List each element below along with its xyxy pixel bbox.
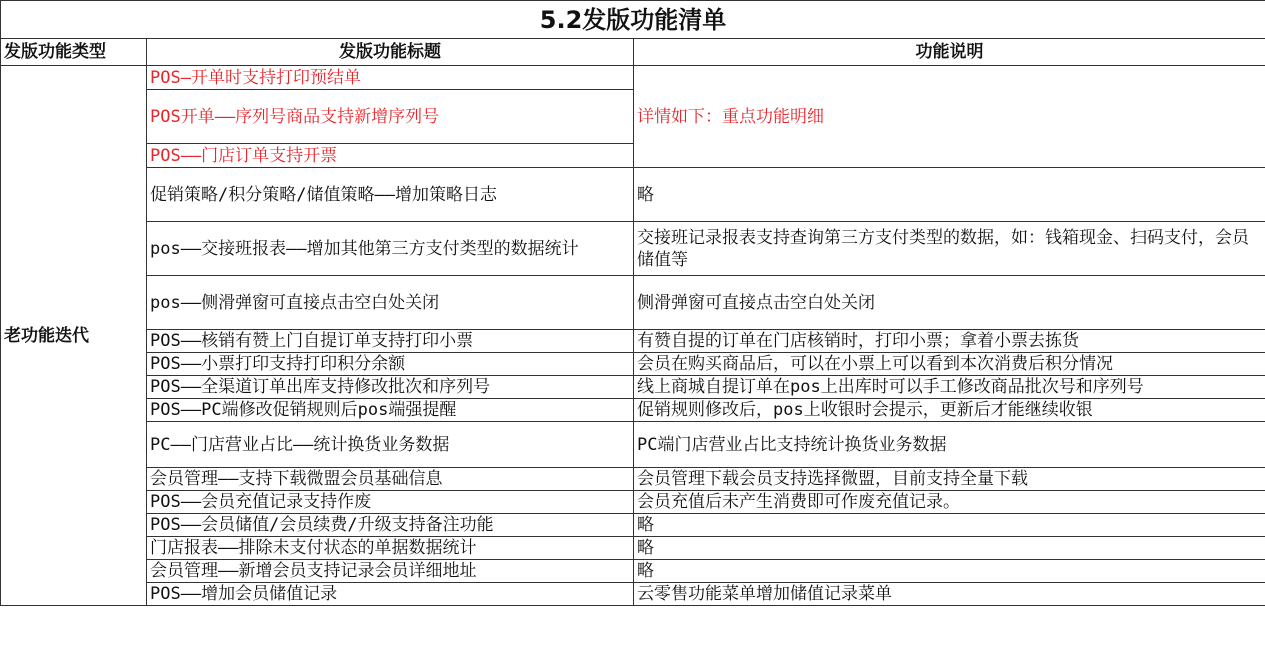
feature-cell: pos——交接班报表——增加其他第三方支付类型的数据统计 xyxy=(147,222,634,276)
category-cell: 老功能迭代 xyxy=(1,66,147,606)
feature-cell: POS——全渠道订单出库支持修改批次和序列号 xyxy=(147,376,634,399)
description-cell: 线上商城自提订单在pos上出库时可以手工修改商品批次号和序列号 xyxy=(634,376,1265,399)
table-row xyxy=(1,376,1265,399)
table-row xyxy=(1,491,1265,514)
description-cell: 会员在购买商品后，可以在小票上可以看到本次消费后积分情况 xyxy=(634,353,1265,376)
description-cell: 交接班记录报表支持查询第三方支付类型的数据，如：钱箱现金、扫码支付，会员储值等 xyxy=(634,222,1265,276)
description-cell: 略 xyxy=(634,514,1265,537)
table-row xyxy=(1,353,1265,376)
description-cell: 略 xyxy=(634,168,1265,222)
description-cell: 会员充值后未产生消费即可作废充值记录。 xyxy=(634,491,1265,514)
table-row xyxy=(1,330,1265,353)
feature-cell: 门店报表——排除未支付状态的单据数据统计 xyxy=(147,537,634,560)
description-cell: 会员管理下载会员支持选择微盟，目前支持全量下载 xyxy=(634,468,1265,491)
table-row xyxy=(1,276,1265,330)
table-row xyxy=(1,583,1265,606)
column-header-feature: 发版功能标题 xyxy=(147,39,634,66)
description-cell: 侧滑弹窗可直接点击空白处关闭 xyxy=(634,276,1265,330)
table-row xyxy=(1,514,1265,537)
description-cell: 云零售功能菜单增加储值记录菜单 xyxy=(634,583,1265,606)
column-header-description: 功能说明 xyxy=(634,39,1265,66)
table-row xyxy=(1,422,1265,468)
merged-description-cell: 详情如下：重点功能明细 xyxy=(634,66,1265,168)
feature-cell: POS——小票打印支持打印积分余额 xyxy=(147,353,634,376)
table-title: 5.2发版功能清单 xyxy=(1,1,1265,39)
table-row xyxy=(1,468,1265,491)
feature-cell: 会员管理——支持下载微盟会员基础信息 xyxy=(147,468,634,491)
table-row xyxy=(1,560,1265,583)
column-header-type: 发版功能类型 xyxy=(1,39,147,66)
description-cell: 促销规则修改后，pos上收银时会提示，更新后才能继续收银 xyxy=(634,399,1265,422)
description-cell: 有赞自提的订单在门店核销时，打印小票；拿着小票去拣货 xyxy=(634,330,1265,353)
feature-cell: POS——核销有赞上门自提订单支持打印小票 xyxy=(147,330,634,353)
feature-cell: pos——侧滑弹窗可直接点击空白处关闭 xyxy=(147,276,634,330)
table-row xyxy=(1,537,1265,560)
feature-cell: POS——门店订单支持开票 xyxy=(147,144,634,168)
description-cell: 略 xyxy=(634,537,1265,560)
feature-cell: PC——门店营业占比——统计换货业务数据 xyxy=(147,422,634,468)
description-cell: PC端门店营业占比支持统计换货业务数据 xyxy=(634,422,1265,468)
feature-cell: POS——PC端修改促销规则后pos端强提醒 xyxy=(147,399,634,422)
feature-cell: POS——会员储值/会员续费/升级支持备注功能 xyxy=(147,514,634,537)
table-row xyxy=(1,168,1265,222)
description-cell: 略 xyxy=(634,560,1265,583)
feature-cell: POS——增加会员储值记录 xyxy=(147,583,634,606)
table-row xyxy=(1,399,1265,422)
feature-cell: 促销策略/积分策略/储值策略——增加策略日志 xyxy=(147,168,634,222)
table-row xyxy=(1,66,1265,90)
feature-cell: POS—开单时支持打印预结单 xyxy=(147,66,634,90)
feature-cell: 会员管理——新增会员支持记录会员详细地址 xyxy=(147,560,634,583)
feature-cell: POS——会员充值记录支持作废 xyxy=(147,491,634,514)
table-row xyxy=(1,222,1265,276)
feature-cell: POS开单——序列号商品支持新增序列号 xyxy=(147,90,634,144)
